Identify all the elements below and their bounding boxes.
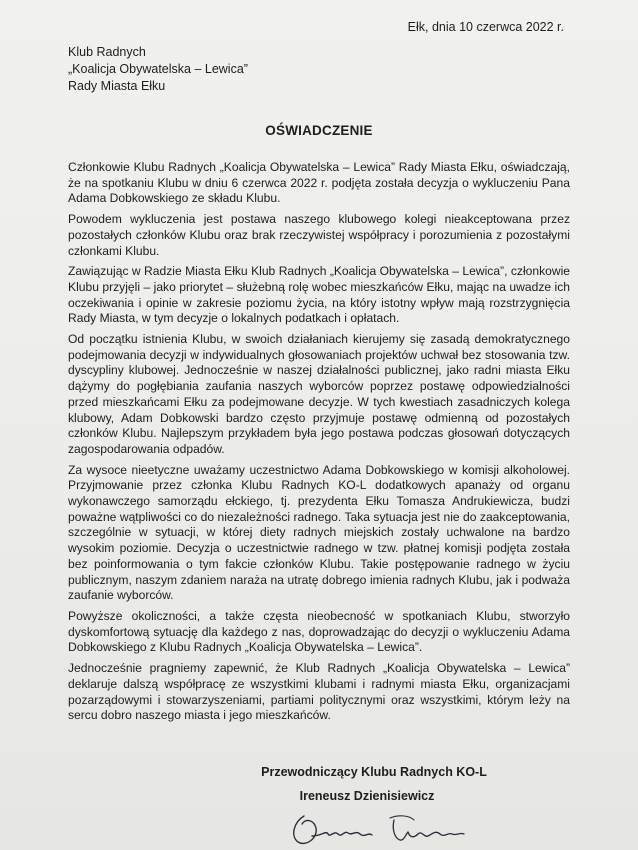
document-body <box>68 160 570 729</box>
body-paragraph: Członkowie Klubu Radnych „Koalicja Obywatelska – Lewica” Rady Miasta Ełku, oświadczają, że na spotkaniu Klubu w dniu 6 czerwca 2022 r. podjęta została decyzja o wykluczeniu Pana Adama Dobkowskiego ze składu Klubu. <box>68 160 570 206</box>
signatory-role: Przewodniczący Klubu Radnych KO-L <box>261 765 487 779</box>
handwritten-signature <box>282 806 482 850</box>
signatory-name: Ireneusz Dzienisiewicz <box>299 789 435 803</box>
body-paragraph: Jednocześnie pragniemy zapewnić, że Klub Radnych „Koalicja Obywatelska – Lewica” deklaruje dalszą współpracę ze wszystkimi klubami i radnymi miasta Ełku, organizacjami pozarządowymi i stowarzyszeniami, partiami politycznymi oraz wszystkimi, którym leży na sercu dobro naszego miasta i jego mieszkańców. <box>68 661 570 723</box>
body-paragraph: Powodem wykluczenia jest postawa naszego klubowego kolegi nieakceptowana przez pozostałych członków Klubu oraz brak rzeczywistej współpracy i porozumienia z pozostałymi członkami Klubu. <box>68 212 570 258</box>
body-paragraph: Zawiązując w Radzie Miasta Ełku Klub Radnych „Koalicja Obywatelska – Lewica”, członkowie Klubu przyjęli – jako priorytet – służebną rolę wobec mieszkańców Ełku, mając na uwadze ich oczekiwania i opinie w zakresie poziomu życia, na który istotny wpływ mają rozstrzygnięcia Rady Miasta, w tym decyzje o lokalnych podatkach i opłatach. <box>68 264 570 326</box>
document-title: OŚWIADCZENIE <box>265 123 373 138</box>
addressee-line: Klub Radnych <box>68 45 146 59</box>
body-paragraph: Za wysoce nieetyczne uważamy uczestnictwo Adama Dobkowskiego w komisji alkoholowej. Przyjmowanie przez członka Klubu Radnych KO-L dodatkowych apanaży od organu wykonawczego samorządu ełckiego, tj. prezydenta Ełku Tomasza Andrukiewicza, budzi poważne wątpliwości co do niezależności radnego. Taka sytuacja jest nie do zaakceptowania, szczególnie w sytuacji, w której diety radnych miejskich zostały uchwalone na bardzo wysokim poziomie. Decyzja o uczestnictwie radnego w tzw. płatnej komisji podjęta została bez poinformowania o tym fakcie członków Klubu. Takie postępowanie radnego w życiu publicznym, naszym zdaniem naraża na utratę dobrego imienia radnych Klubu, jak i podważa zaufanie wyborców. <box>68 462 570 603</box>
addressee-block <box>68 44 248 95</box>
addressee-line: „Koalicja Obywatelska – Lewica” <box>68 62 248 76</box>
body-paragraph: Powyższe okoliczności, a także częsta nieobecność w spotkaniach Klubu, stworzyło dyskomfortową sytuację dla każdego z nas, doprowadzając do decyzji o wykluczeniu Adama Dobkowskiego z Klubu Radnych „Koalicja Obywatelska – Lewica”. <box>68 608 570 655</box>
body-paragraph: Od początku istnienia Klubu, w swoich działaniach kierujemy się zasadą demokratycznego podejmowania decyzji w indywidualnych głosowaniach projektów uchwał bez stosowania tzw. dyscypliny klubowej. Jednocześnie w naszej działalności publicznej, jako radni miasta Ełku dążymy do pogłębiania zaufania naszych wyborców poprzez postawę odpowiedzialności przed mieszkańcami Ełku za podejmowane decyzje. W tych kwestiach zasadniczych kolega klubowy, Adam Dobkowski bardzo często przyjmuje postawę odmienną od pozostałych członków Klubu. Najlepszym przykładem była jego postawa podczas głosowań dotyczących zagospodarowania odpadów. <box>68 332 570 456</box>
addressee-line: Rady Miasta Ełku <box>68 79 166 93</box>
document-date: Ełk, dnia 10 czerwca 2022 r. <box>407 20 564 34</box>
